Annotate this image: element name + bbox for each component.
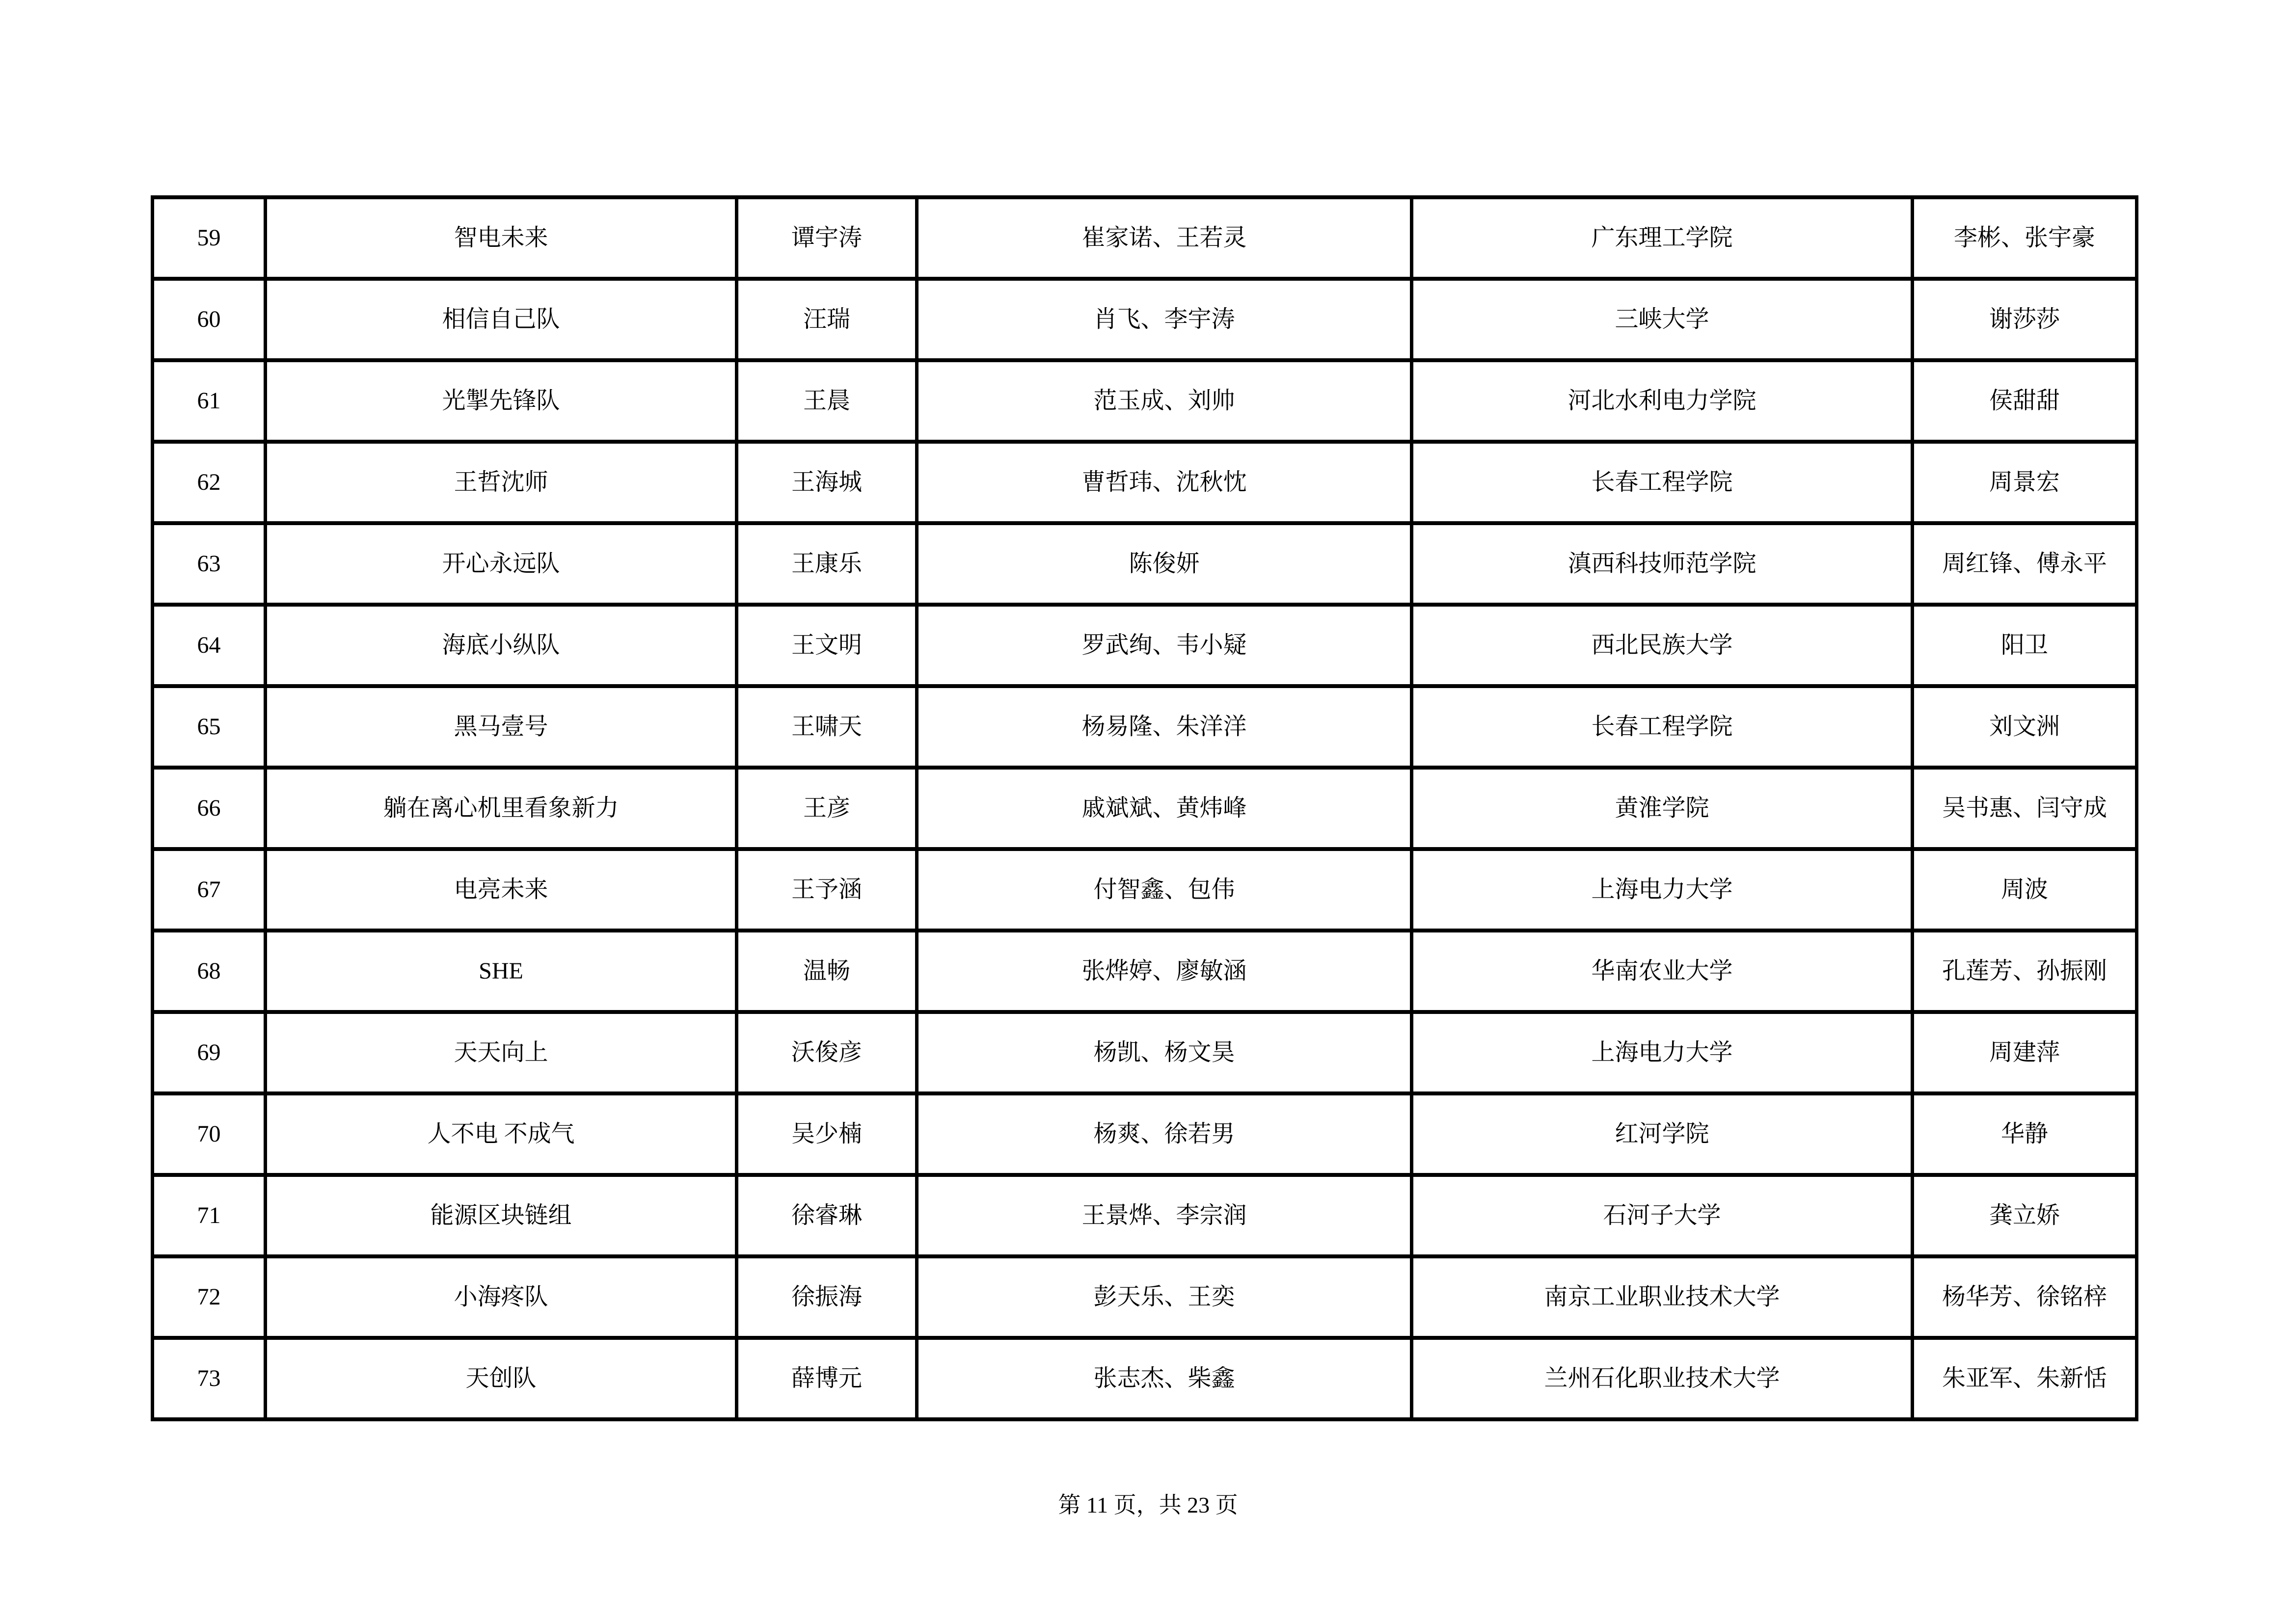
team-advisors: 周红锋、傅永平: [1913, 523, 2137, 605]
team-advisors: 侯甜甜: [1913, 360, 2137, 442]
team-school: 上海电力大学: [1412, 1012, 1913, 1093]
team-members: 杨爽、徐若男: [917, 1093, 1412, 1175]
table-row: [153, 849, 2137, 931]
team-members: 付智鑫、包伟: [917, 849, 1412, 931]
team-school: 滇西科技师范学院: [1412, 523, 1913, 605]
team-advisors: 龚立娇: [1913, 1175, 2137, 1256]
team-school: 华南农业大学: [1412, 931, 1913, 1012]
team-name: 王哲沈师: [266, 442, 737, 523]
team-advisors: 刘文洲: [1913, 686, 2137, 768]
team-school: 南京工业职业技术大学: [1412, 1256, 1913, 1338]
table-row: [153, 360, 2137, 442]
table-row: [153, 1256, 2137, 1338]
table-row: [153, 768, 2137, 849]
team-advisors: 孔莲芳、孙振刚: [1913, 931, 2137, 1012]
team-number: 69: [153, 1012, 266, 1093]
table-row: [153, 523, 2137, 605]
team-number: 65: [153, 686, 266, 768]
team-name: 人不电 不成气: [266, 1093, 737, 1175]
team-leader: 沃俊彦: [737, 1012, 917, 1093]
team-number: 66: [153, 768, 266, 849]
team-school: 上海电力大学: [1412, 849, 1913, 931]
team-members: 杨凯、杨文昊: [917, 1012, 1412, 1093]
team-school: 长春工程学院: [1412, 442, 1913, 523]
table-row: [153, 686, 2137, 768]
team-number: 67: [153, 849, 266, 931]
team-members: 崔家诺、王若灵: [917, 197, 1412, 279]
team-members: 张烨婷、廖敏涵: [917, 931, 1412, 1012]
team-school: 广东理工学院: [1412, 197, 1913, 279]
team-advisors: 朱亚军、朱新恬: [1913, 1338, 2137, 1419]
team-advisors: 李彬、张宇豪: [1913, 197, 2137, 279]
team-number: 72: [153, 1256, 266, 1338]
team-leader: 薛博元: [737, 1338, 917, 1419]
team-school: 河北水利电力学院: [1412, 360, 1913, 442]
team-members: 曹哲玮、沈秋忱: [917, 442, 1412, 523]
team-name: 小海疼队: [266, 1256, 737, 1338]
team-members: 肖飞、李宇涛: [917, 279, 1412, 360]
team-members: 罗武绚、韦小疑: [917, 605, 1412, 686]
team-number: 61: [153, 360, 266, 442]
team-name: 能源区块链组: [266, 1175, 737, 1256]
team-members: 王景烨、李宗润: [917, 1175, 1412, 1256]
team-leader: 王予涵: [737, 849, 917, 931]
team-number: 63: [153, 523, 266, 605]
team-school: 西北民族大学: [1412, 605, 1913, 686]
team-leader: 王彦: [737, 768, 917, 849]
team-leader: 王晨: [737, 360, 917, 442]
team-advisors: 阳卫: [1913, 605, 2137, 686]
table-row: [153, 931, 2137, 1012]
table-row: [153, 279, 2137, 360]
team-leader: 吴少楠: [737, 1093, 917, 1175]
team-advisors: 吴书惠、闫守成: [1913, 768, 2137, 849]
team-name: 开心永远队: [266, 523, 737, 605]
table-row: [153, 442, 2137, 523]
team-school: 石河子大学: [1412, 1175, 1913, 1256]
team-number: 64: [153, 605, 266, 686]
team-members: 杨易隆、朱洋洋: [917, 686, 1412, 768]
team-name: 海底小纵队: [266, 605, 737, 686]
table-row: [153, 1338, 2137, 1419]
team-advisors: 华静: [1913, 1093, 2137, 1175]
team-leader: 温畅: [737, 931, 917, 1012]
table-row: [153, 1093, 2137, 1175]
team-school: 三峡大学: [1412, 279, 1913, 360]
team-leader: 王康乐: [737, 523, 917, 605]
team-name: 相信自己队: [266, 279, 737, 360]
team-name: 天创队: [266, 1338, 737, 1419]
team-leader: 谭宇涛: [737, 197, 917, 279]
team-leader: 王啸天: [737, 686, 917, 768]
team-name: 智电未来: [266, 197, 737, 279]
team-school: 兰州石化职业技术大学: [1412, 1338, 1913, 1419]
team-school: 黄淮学院: [1412, 768, 1913, 849]
team-advisors: 周景宏: [1913, 442, 2137, 523]
team-name: 躺在离心机里看象新力: [266, 768, 737, 849]
team-name: 光掣先锋队: [266, 360, 737, 442]
team-name: SHE: [266, 931, 737, 1012]
page-number-footer: 第 11 页，共 23 页: [1058, 1492, 1238, 1517]
team-advisors: 谢莎莎: [1913, 279, 2137, 360]
team-number: 71: [153, 1175, 266, 1256]
team-advisors: 周建萍: [1913, 1012, 2137, 1093]
team-leader: 王文明: [737, 605, 917, 686]
team-number: 60: [153, 279, 266, 360]
table-row: [153, 1012, 2137, 1093]
team-advisors: 周波: [1913, 849, 2137, 931]
teams-table: [151, 195, 2138, 1421]
team-number: 68: [153, 931, 266, 1012]
team-number: 62: [153, 442, 266, 523]
team-number: 70: [153, 1093, 266, 1175]
team-leader: 汪瑞: [737, 279, 917, 360]
team-advisors: 杨华芳、徐铭梓: [1913, 1256, 2137, 1338]
team-leader: 徐振海: [737, 1256, 917, 1338]
table-row: [153, 1175, 2137, 1256]
team-members: 戚斌斌、黄炜峰: [917, 768, 1412, 849]
team-number: 59: [153, 197, 266, 279]
team-name: 电亮未来: [266, 849, 737, 931]
teams-table-body: [153, 197, 2137, 1419]
team-members: 陈俊妍: [917, 523, 1412, 605]
table-row: [153, 605, 2137, 686]
team-leader: 王海城: [737, 442, 917, 523]
team-name: 黑马壹号: [266, 686, 737, 768]
team-leader: 徐睿琳: [737, 1175, 917, 1256]
team-members: 范玉成、刘帅: [917, 360, 1412, 442]
team-members: 彭天乐、王奕: [917, 1256, 1412, 1338]
team-school: 长春工程学院: [1412, 686, 1913, 768]
team-school: 红河学院: [1412, 1093, 1913, 1175]
table-row: [153, 197, 2137, 279]
team-number: 73: [153, 1338, 266, 1419]
team-name: 天天向上: [266, 1012, 737, 1093]
team-members: 张志杰、柴鑫: [917, 1338, 1412, 1419]
